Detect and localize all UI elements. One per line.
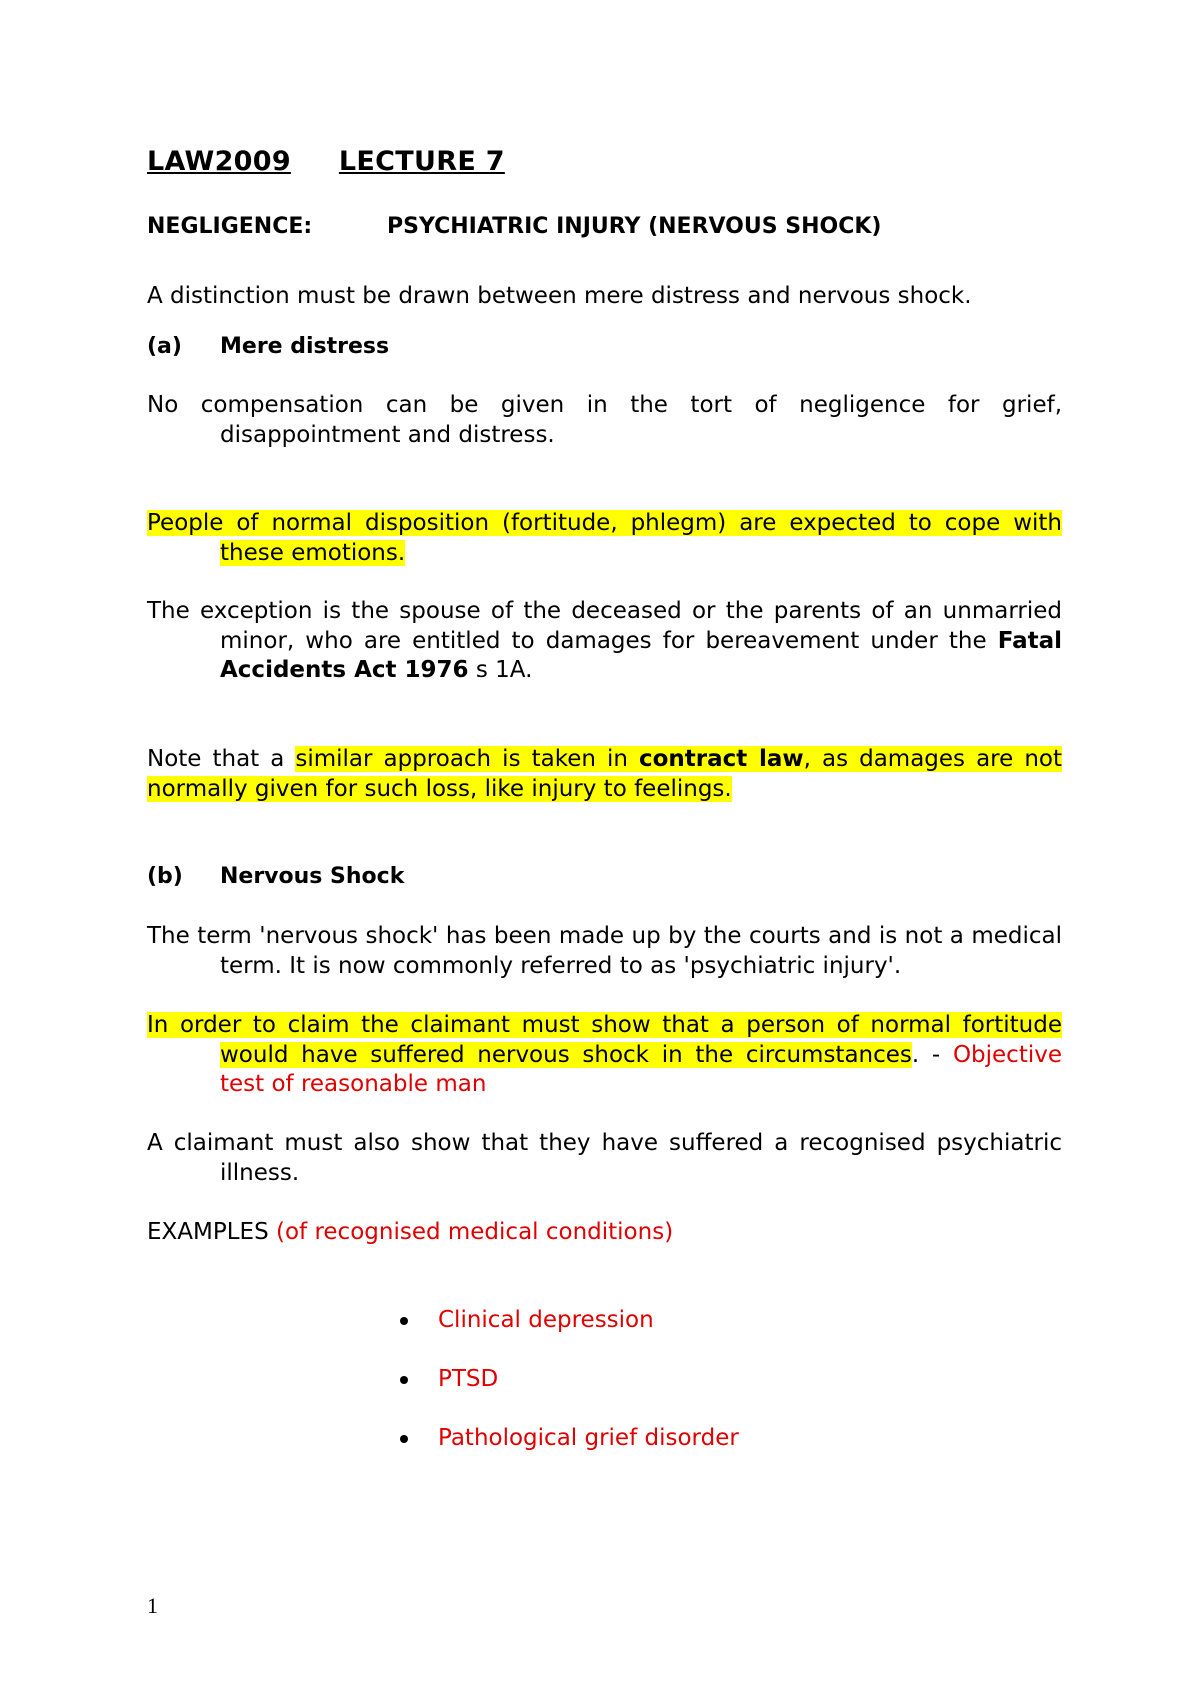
topic-heading [147, 214, 882, 239]
list-item: Pathological grief disorder [400, 1423, 739, 1482]
bullet-icon [400, 1317, 408, 1325]
section-a-label: (a) [147, 334, 182, 359]
objective-test-note: Objective test of reasonable man [220, 1041, 1062, 1097]
intro-paragraph: A distinction must be drawn between mere distress and nervous shock. [147, 283, 972, 309]
list-item: Clinical depression [400, 1305, 739, 1364]
examples-heading: EXAMPLES (of recognised medical conditions) [147, 1219, 674, 1245]
lecture-number: LECTURE 7 [338, 146, 505, 177]
bullet-icon [400, 1435, 408, 1443]
highlighted-text: In order to claim the claimant must show that a person of normal fortitude would have suffered nervous shock in the circumstances [147, 1012, 1062, 1068]
contract-law-term: contract law [638, 746, 804, 772]
section-a-paragraph-2 [147, 509, 1062, 568]
section-b-heading [147, 864, 405, 889]
document-title [147, 146, 505, 177]
list-item: PTSD [400, 1364, 739, 1423]
section-b-paragraph-1: The term 'nervous shock' has been made up by the courts and is not a medical term. It is now commonly referred to as 'psychiatric injury'. [147, 923, 1062, 979]
statute-reference: Fatal Accidents Act 1976 [220, 627, 1062, 683]
subtopic-label: PSYCHIATRIC INJURY (NERVOUS SHOCK) [387, 214, 882, 239]
section-b-paragraph-3: A claimant must also show that they have suffered a recognised psychiatric illness. [147, 1130, 1062, 1186]
bullet-icon [400, 1376, 408, 1384]
page-number: 1 [147, 1593, 158, 1618]
section-a-heading [147, 334, 390, 359]
contract-law-note: Note that a similar approach is taken in contract law, as damages are not normally given for such loss, like injury to feelings. [147, 746, 1062, 802]
highlighted-text: People of normal disposition (fortitude, phlegm) are expected to cope with these emotions. [147, 510, 1062, 566]
topic-label: NEGLIGENCE: [147, 214, 313, 239]
section-a-title: Mere distress [220, 334, 390, 359]
examples-list [400, 1305, 739, 1482]
section-b-paragraph-2: In order to claim the claimant must show that a person of normal fortitude would have suffered nervous shock in the circumstances. - Objective test of reasonable man [147, 1012, 1062, 1097]
section-b-label: (b) [147, 864, 183, 889]
section-a-paragraph-3: The exception is the spouse of the deceased or the parents of an unmarried minor, who are entitled to damages for bereavement under the Fatal Accidents Act 1976 s 1A. [147, 598, 1062, 683]
section-b-title: Nervous Shock [220, 864, 405, 889]
course-code: LAW2009 [147, 146, 291, 177]
section-a-paragraph-1: No compensation can be given in the tort of negligence for grief, disappointment and distress. [147, 392, 1062, 448]
